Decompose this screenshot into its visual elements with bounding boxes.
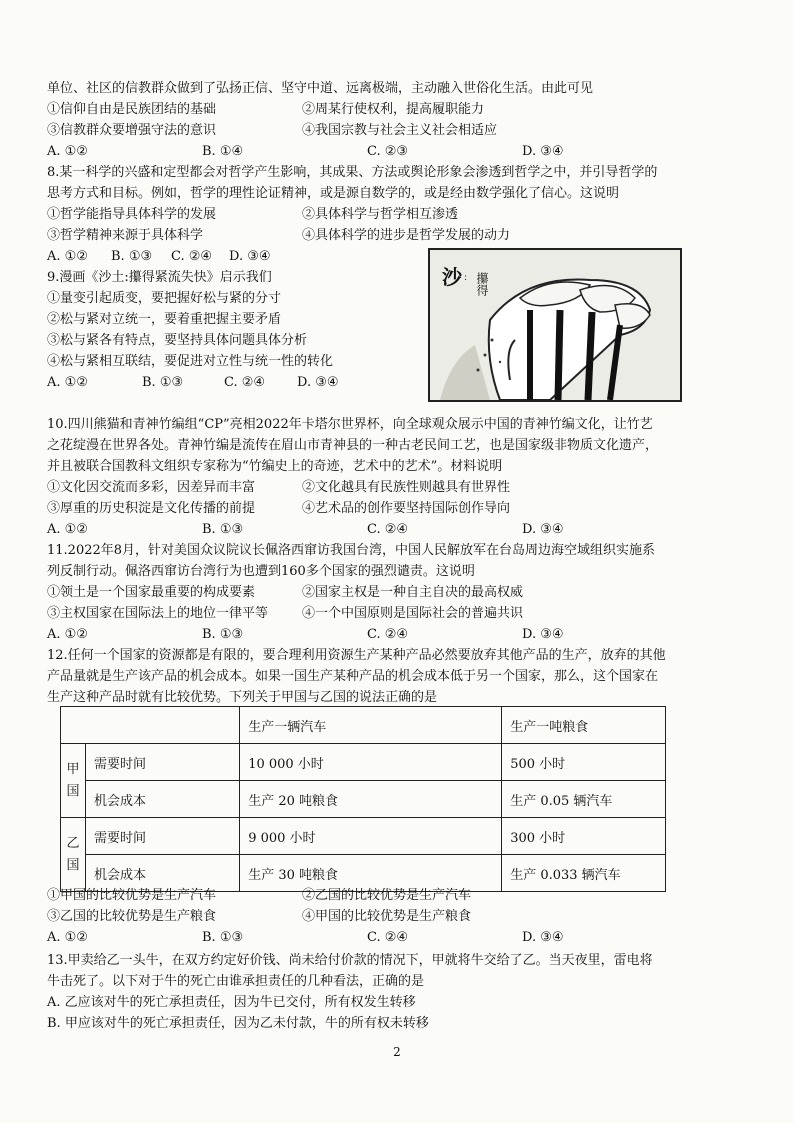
q12-stem-line1: 12.任何一个国家的资源都是有限的，要合理利用资源生产某种产品必然要放弃其他产品的生产，放弃的其他 xyxy=(47,648,666,663)
q11-statement-4: ④一个中国原则是国际社会的普遍共识 xyxy=(302,606,524,621)
q8-statement-3: ③哲学精神来源于具体科学 xyxy=(47,228,204,243)
q13-stem-line1: 13.甲卖给乙一头牛，在双方约定好价钱、尚未给付价款的情况下，甲就将牛交给了乙。当天夜里，雷电将 xyxy=(47,953,653,968)
table-cell: 生产 30 吨粮食 xyxy=(240,855,502,892)
q7-option-d[interactable]: D. ③④ xyxy=(522,144,564,159)
q7-statement-3: ③信教群众要增强守法的意识 xyxy=(47,123,217,138)
q12-option-c[interactable]: C. ②④ xyxy=(367,930,409,945)
q9-option-a[interactable]: A. ①② xyxy=(47,375,88,390)
q8-option-b[interactable]: B. ①③ xyxy=(111,249,153,264)
q7-option-a[interactable]: A. ①② xyxy=(47,144,88,159)
q11-statement-3: ③主权国家在国际法上的地位一律平等 xyxy=(47,606,269,621)
q9-stem: 9.漫画《沙土:攥得紧流失快》启示我们 xyxy=(47,270,272,285)
cartoon-vertical-text: 攥得 xyxy=(475,272,489,296)
svg-text::: : xyxy=(464,273,468,283)
q7-option-b[interactable]: B. ①④ xyxy=(202,144,244,159)
table-header-grain: 生产一吨粮食 xyxy=(502,707,666,744)
q12-statement-1: ①甲国的比较优势是生产汽车 xyxy=(47,888,217,903)
q7-statement-4: ④我国宗教与社会主义社会相适应 xyxy=(302,123,498,138)
q8-statement-2: ②具体科学与哲学相互渗透 xyxy=(302,207,459,222)
table-corner-cell xyxy=(61,707,240,744)
table-cell: 生产 0.033 辆汽车 xyxy=(502,855,666,892)
q10-statement-4: ④艺术品的创作要坚持国际创作导向 xyxy=(302,501,511,516)
q10-option-c[interactable]: C. ②④ xyxy=(367,522,409,537)
q9-option-b[interactable]: B. ①③ xyxy=(142,375,184,390)
q10-statement-1: ①文化因交流而多彩，因差异而丰富 xyxy=(47,480,256,495)
q7-option-c[interactable]: C. ②③ xyxy=(367,144,409,159)
q11-stem-line2: 列反制行动。佩洛西窜访台湾行为也遭到160多个国家的强烈谴责。这说明 xyxy=(47,564,475,579)
q11-stem-line1: 11.2022年8月，针对美国众议院议长佩洛西窜访我国台湾，中国人民解放军在台岛周边海空域组织实施系 xyxy=(47,543,656,558)
q12-statement-4: ④甲国的比较优势是生产粮食 xyxy=(302,909,472,924)
q9-statement-4: ④松与紧相互联结，要促进对立性与统一性的转化 xyxy=(47,354,334,369)
q9-statement-3: ③松与紧各有特点，要坚持具体问题具体分析 xyxy=(47,333,308,348)
q10-stem-line3: 并且被联合国教科文组织专家称为“竹编史上的奇迹，艺术中的艺术”。材料说明 xyxy=(47,459,503,474)
q11-option-b[interactable]: B. ①③ xyxy=(202,627,244,642)
q8-option-d[interactable]: D. ③④ xyxy=(229,249,271,264)
q13-stem-line2: 牛击死了。以下对于牛的死亡由谁承担责任的几种看法，正确的是 xyxy=(47,974,425,989)
q11-statement-1: ①领土是一个国家最重要的构成要素 xyxy=(47,585,256,600)
comparison-table xyxy=(60,706,666,892)
table-cell: 300 小时 xyxy=(502,818,666,855)
table-row xyxy=(61,818,666,855)
q8-statement-1: ①哲学能指导具体科学的发展 xyxy=(47,207,217,222)
q10-option-a[interactable]: A. ①② xyxy=(47,522,88,537)
q7-statement-2: ②周某行使权利，提高履职能力 xyxy=(302,102,485,117)
table-header-car: 生产一辆汽车 xyxy=(240,707,502,744)
q8-option-c[interactable]: C. ②④ xyxy=(171,249,213,264)
table-cell: 9 000 小时 xyxy=(240,818,502,855)
q13-option-b[interactable]: B. 甲应该对牛的死亡承担责任，因为乙未付款，牛的所有权未转移 xyxy=(47,1016,429,1031)
table-cell: 需要时间 xyxy=(86,744,240,781)
cartoon-image xyxy=(428,248,682,402)
page-number: 2 xyxy=(393,1045,401,1059)
q12-statement-3: ③乙国的比较优势是生产粮食 xyxy=(47,909,217,924)
q10-statement-3: ③厚重的历史积淀是文化传播的前提 xyxy=(47,501,256,516)
q11-option-c[interactable]: C. ②④ xyxy=(367,627,409,642)
table-cell: 10 000 小时 xyxy=(240,744,502,781)
q12-option-a[interactable]: A. ①② xyxy=(47,930,88,945)
q8-stem-line1: 8.某一科学的兴盛和定型都会对哲学产生影响，其成果、方法或舆论形象会渗透到哲学之中，并引导哲学的 xyxy=(47,165,658,180)
q8-statement-4: ④具体科学的进步是哲学发展的动力 xyxy=(302,228,511,243)
table-country-jia: 甲国 xyxy=(61,744,86,818)
q12-option-b[interactable]: B. ①③ xyxy=(202,930,244,945)
q11-statement-2: ②国家主权是一种自主自决的最高权威 xyxy=(302,585,524,600)
q11-option-d[interactable]: D. ③④ xyxy=(522,627,564,642)
q11-option-a[interactable]: A. ①② xyxy=(47,627,88,642)
q12-stem-line2: 产品量就是生产该产品的机会成本。如果一国生产某种产品的机会成本低于另一个国家，那么，这个国家在 xyxy=(47,669,659,684)
q10-stem-line2: 之花绽漫在世界各处。青神竹编是流传在眉山市青神县的一种古老民间工艺，也是国家级非物质文化遗产， xyxy=(47,438,659,453)
table-cell: 生产 0.05 辆汽车 xyxy=(502,781,666,818)
cartoon-title-char: 沙 xyxy=(442,265,462,289)
table-country-yi: 乙国 xyxy=(61,818,86,892)
table-row xyxy=(61,781,666,818)
table-cell: 生产 20 吨粮食 xyxy=(240,781,502,818)
q9-statement-2: ②松与紧对立统一，要着重把握主要矛盾 xyxy=(47,312,282,327)
table-row xyxy=(61,744,666,781)
table-row xyxy=(61,855,666,892)
table-row xyxy=(61,707,666,744)
q10-stem-line1: 10.四川熊猫和青神竹编组“CP”亮相2022年卡塔尔世界杯，向全球观众展示中国的青神竹编文化，让竹艺 xyxy=(47,417,653,432)
table-cell: 需要时间 xyxy=(86,818,240,855)
q9-statement-1: ①量变引起质变，要把握好松与紧的分寸 xyxy=(47,291,282,306)
q10-option-b[interactable]: B. ①③ xyxy=(202,522,244,537)
q10-option-d[interactable]: D. ③④ xyxy=(522,522,564,537)
table-cell: 500 小时 xyxy=(502,744,666,781)
q12-option-d[interactable]: D. ③④ xyxy=(522,930,564,945)
table-cell: 机会成本 xyxy=(86,781,240,818)
cartoon-fist-sand-icon xyxy=(430,250,680,400)
q13-option-a[interactable]: A. 乙应该对牛的死亡承担责任，因为牛已交付，所有权发生转移 xyxy=(47,995,416,1010)
q9-option-d[interactable]: D. ③④ xyxy=(297,375,339,390)
q8-stem-line2: 思考方式和目标。例如，哲学的理性论证精神，或是源自数学的，或是经由数学强化了信心。这说明 xyxy=(47,186,620,201)
text-line: 单位、社区的信教群众做到了弘扬正信、坚守中道、远离极端，主动融入世俗化生活。由此可见 xyxy=(47,81,594,96)
table-cell: 机会成本 xyxy=(86,855,240,892)
q9-option-c[interactable]: C. ②④ xyxy=(224,375,266,390)
q12-statement-2: ②乙国的比较优势是生产汽车 xyxy=(302,888,472,903)
q12-stem-line3: 生产这种产品时就有比较优势。下列关于甲国与乙国的说法正确的是 xyxy=(47,690,438,705)
q8-option-a[interactable]: A. ①② xyxy=(47,249,88,264)
q10-statement-2: ②文化越具有民族性则越具有世界性 xyxy=(302,480,511,495)
q7-statement-1: ①信仰自由是民族团结的基础 xyxy=(47,102,217,117)
